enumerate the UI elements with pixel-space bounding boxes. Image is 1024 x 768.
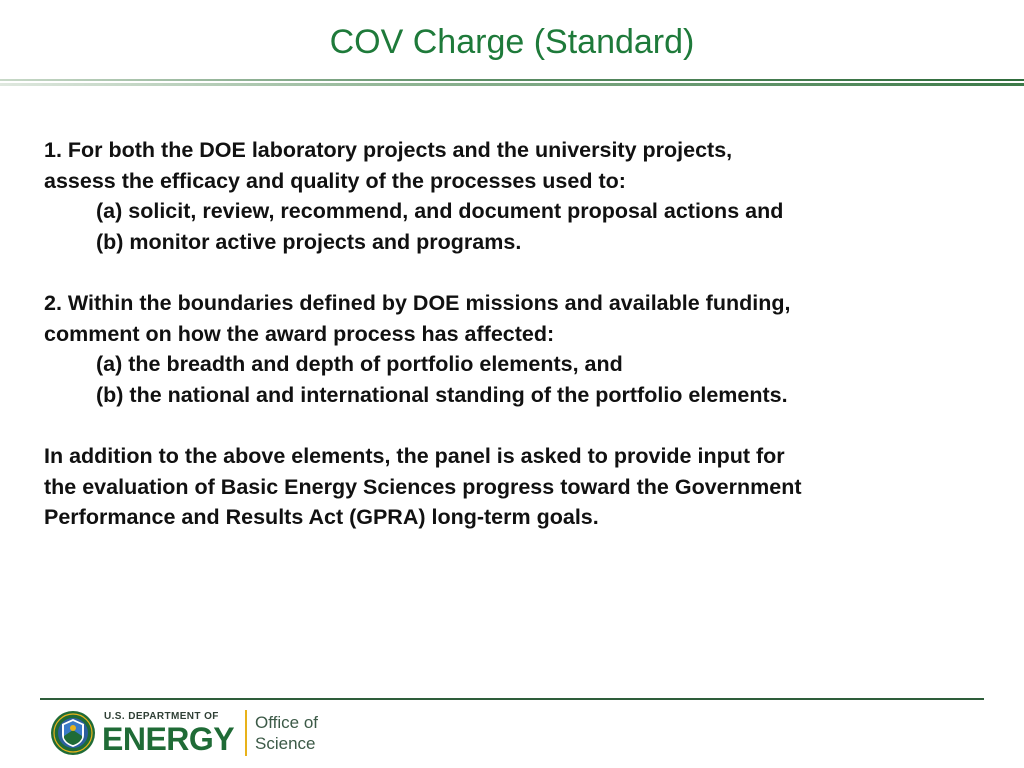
- slide-title: COV Charge (Standard): [329, 23, 695, 61]
- department-label: U.S. DEPARTMENT OF: [104, 711, 219, 722]
- charge-item-2: [44, 288, 1004, 410]
- charge-item-2-sub-a: (a) the breadth and depth of portfolio elements, and: [96, 352, 623, 377]
- footer-logo: [50, 708, 370, 760]
- header-divider: [0, 79, 1024, 87]
- closing-line-2: the evaluation of Basic Energy Sciences progress toward the Government: [44, 474, 802, 499]
- closing-line-3: Performance and Results Act (GPRA) long-term goals.: [44, 505, 599, 530]
- charge-item-2-line-1: 2. Within the boundaries defined by DOE missions and available funding,: [44, 290, 791, 315]
- office-line-2: Science: [255, 734, 316, 753]
- doe-seal-icon: [50, 710, 96, 756]
- charge-item-1-sub-a: (a) solicit, review, recommend, and document proposal actions and: [96, 199, 784, 224]
- slide-body: [44, 135, 1004, 533]
- energy-wordmark: ENERGY: [102, 721, 235, 757]
- office-line-1: Office of: [255, 713, 318, 732]
- footer-divider: [40, 698, 984, 700]
- charge-item-2-line-2: comment on how the award process has affected:: [44, 321, 555, 346]
- charge-item-1: [44, 135, 1004, 257]
- charge-item-1-line-2: assess the efficacy and quality of the processes used to:: [44, 168, 626, 193]
- office-of-science-label: [255, 712, 318, 754]
- charge-item-1-sub-b: (b) monitor active projects and programs.: [96, 229, 522, 254]
- footer-logo-separator: [245, 710, 247, 756]
- charge-item-2-sub-b: (b) the national and international standing of the portfolio elements.: [96, 382, 788, 407]
- closing-line-1: In addition to the above elements, the panel is asked to provide input for: [44, 443, 785, 468]
- closing-paragraph: [44, 441, 1004, 533]
- charge-item-1-line-1: 1. For both the DOE laboratory projects and the university projects,: [44, 138, 733, 162]
